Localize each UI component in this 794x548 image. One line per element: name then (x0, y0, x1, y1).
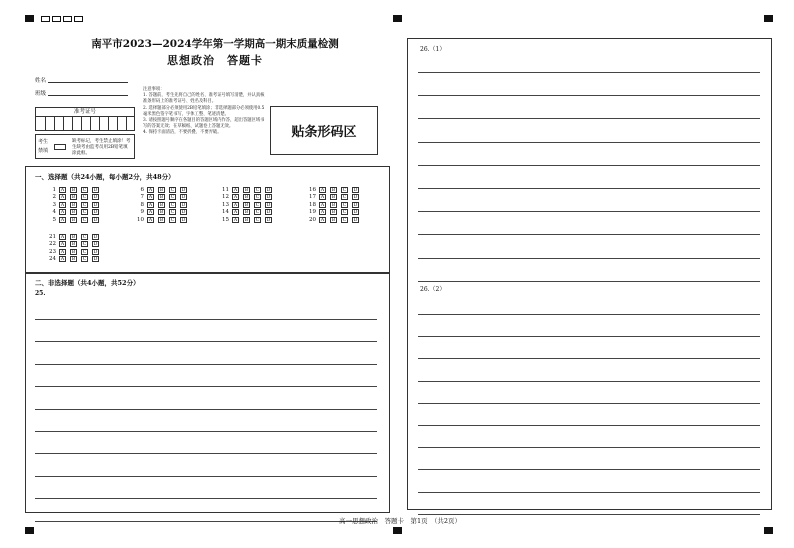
mc-question-10 (136, 216, 191, 223)
mc-option-a[interactable]: A (60, 242, 65, 247)
barcode-area: 贴条形码区 (270, 106, 378, 155)
position-mark-bottom-left (25, 527, 34, 534)
exam-number-label: 准考证号 (36, 108, 134, 117)
mc-option-d[interactable]: D (181, 195, 186, 200)
answer-line-26-2[interactable] (418, 336, 760, 337)
mc-option-a[interactable]: A (148, 195, 153, 200)
mc-option-c[interactable]: C (255, 210, 260, 215)
mc-option-c[interactable]: C (82, 234, 87, 240)
mc-option-b[interactable]: B (244, 217, 249, 223)
answer-line-26-1[interactable] (418, 188, 760, 189)
mc-option-d[interactable]: D (353, 210, 358, 215)
mc-option-b[interactable]: B (331, 195, 336, 200)
instruction-item: 4. 保持卡面清洁，不要折叠、不要弄破。 (143, 130, 222, 136)
answer-line-25[interactable] (35, 431, 377, 432)
mc-question-20 (308, 216, 363, 223)
mc-option-d[interactable]: D (93, 210, 98, 215)
mc-question-1 (48, 186, 103, 193)
mc-option-c[interactable]: C (170, 187, 175, 193)
mc-option-b[interactable]: B (71, 257, 76, 262)
mc-option-a[interactable]: A (60, 234, 65, 240)
mc-question-9 (136, 209, 191, 216)
answer-line-26-1[interactable] (418, 281, 760, 282)
answer-line-26-2[interactable] (418, 403, 760, 404)
mc-option-c[interactable]: C (82, 210, 87, 215)
mc-option-b[interactable]: B (331, 202, 336, 208)
name-field[interactable] (48, 82, 128, 83)
mc-question-24 (48, 256, 103, 263)
mc-option-b[interactable]: B (71, 210, 76, 215)
mc-option-a[interactable]: A (233, 195, 238, 200)
mc-option-a[interactable]: A (233, 210, 238, 215)
mc-question-12 (221, 194, 276, 201)
mc-option-c[interactable]: C (82, 217, 87, 223)
mc-option-c[interactable]: C (255, 202, 260, 208)
question-26-2-label: 26.（2） (420, 286, 446, 293)
section2-title: 二、非选择题（共4小题，共52分） (35, 279, 140, 287)
answer-line-25[interactable] (35, 319, 377, 320)
mc-question-number: 2 (52, 194, 56, 200)
mc-option-c[interactable]: C (342, 202, 347, 208)
mc-option-a[interactable]: A (320, 195, 325, 200)
mc-question-3 (48, 201, 103, 208)
mc-option-d[interactable]: D (181, 187, 186, 193)
section1-title: 一、选择题（共24小题，每小题2分，共48分） (35, 173, 175, 181)
mc-question-number: 8 (140, 201, 144, 208)
mc-question-21 (48, 233, 103, 240)
mc-option-c[interactable]: C (255, 187, 260, 193)
mc-option-d[interactable]: D (181, 210, 186, 215)
mc-question-number: 5 (52, 216, 56, 223)
mc-option-d[interactable]: D (93, 195, 98, 200)
mc-option-a[interactable]: A (60, 257, 65, 262)
mc-question-number: 15 (222, 216, 229, 223)
mc-option-b[interactable]: B (71, 202, 76, 208)
mc-option-a[interactable]: A (233, 187, 238, 193)
mc-question-6 (136, 186, 191, 193)
mc-question-14 (221, 209, 276, 216)
mc-option-d[interactable]: D (266, 195, 271, 200)
instructions (143, 87, 265, 137)
answer-line-26-1[interactable] (418, 165, 760, 166)
mc-question-number: 20 (309, 216, 316, 223)
mc-option-b[interactable]: B (71, 249, 76, 255)
mc-option-b[interactable]: B (159, 202, 164, 208)
exam-subtitle: 思想政治 答题卡 (167, 54, 263, 67)
mc-question-23 (48, 248, 103, 255)
answer-line-25[interactable] (35, 386, 377, 387)
position-mark-bottom-right (764, 527, 773, 534)
mc-option-a[interactable]: A (320, 217, 325, 223)
position-mark-top-left (25, 15, 34, 22)
mc-option-a[interactable]: A (60, 217, 65, 223)
mc-option-c[interactable]: C (82, 187, 87, 193)
mc-option-b[interactable]: B (71, 195, 76, 200)
absent-checkbox[interactable] (54, 144, 66, 150)
mc-option-d[interactable]: D (93, 202, 98, 208)
mc-option-d[interactable]: D (353, 187, 358, 193)
page-indicator-box (63, 16, 72, 22)
mc-option-b[interactable]: B (331, 187, 336, 193)
mc-question-number: 24 (49, 256, 56, 262)
free-response-section (25, 273, 390, 513)
mc-option-b[interactable]: B (244, 187, 249, 193)
mc-option-d[interactable]: D (93, 217, 98, 223)
mc-question-4 (48, 209, 103, 216)
mc-option-d[interactable]: D (266, 217, 271, 223)
mc-option-c[interactable]: C (82, 257, 87, 262)
forbidden-label: 考生禁填 (38, 139, 49, 154)
answer-line-26-2[interactable] (418, 425, 760, 426)
absent-mark-box (35, 134, 135, 159)
page-indicator-box (41, 16, 50, 22)
mc-option-b[interactable]: B (71, 234, 76, 240)
mc-option-d[interactable]: D (93, 187, 98, 193)
mc-option-b[interactable]: B (159, 217, 164, 223)
mc-option-a[interactable]: A (233, 202, 238, 208)
mc-option-b[interactable]: B (244, 210, 249, 215)
mc-question-8 (136, 201, 191, 208)
mc-option-c[interactable]: C (342, 210, 347, 215)
answer-line-25[interactable] (35, 498, 377, 499)
mc-question-number: 1 (52, 186, 56, 193)
name-label: 姓名 (35, 78, 47, 84)
mc-option-a[interactable]: A (60, 210, 65, 215)
mc-question-number: 13 (222, 201, 229, 208)
mc-question-16 (308, 186, 363, 193)
mc-question-number: 7 (140, 194, 144, 200)
mc-option-c[interactable]: C (255, 195, 260, 200)
mc-question-number: 9 (140, 209, 144, 215)
answer-line-26-2[interactable] (418, 381, 760, 382)
position-mark-top-center (393, 15, 402, 22)
mc-option-d[interactable]: D (93, 234, 98, 240)
answer-line-26-2[interactable] (418, 492, 760, 493)
exam-number-grid[interactable] (35, 107, 135, 131)
mc-option-b[interactable]: B (159, 187, 164, 193)
mc-option-c[interactable]: C (170, 202, 175, 208)
answer-line-26-1[interactable] (418, 211, 760, 212)
mc-option-b[interactable]: B (244, 195, 249, 200)
mc-option-c[interactable]: C (342, 187, 347, 193)
mc-question-number: 14 (222, 209, 229, 215)
mc-option-a[interactable]: A (148, 202, 153, 208)
mc-question-number: 3 (52, 201, 56, 208)
answer-line-26-1[interactable] (418, 142, 760, 143)
mc-option-a[interactable]: A (60, 249, 65, 255)
answer-line-25[interactable] (35, 409, 377, 410)
position-mark-top-right (764, 15, 773, 22)
mc-option-d[interactable]: D (266, 187, 271, 193)
mc-question-number: 17 (309, 194, 316, 200)
mc-option-d[interactable]: D (353, 195, 358, 200)
mc-question-11 (221, 186, 276, 193)
forbidden-note: 缺考标记，考生禁止填涂！考生缺考由监考员用2B铅笔填涂此框。 (72, 139, 131, 156)
question-25-label: 25. (35, 290, 46, 297)
mc-option-a[interactable]: A (60, 195, 65, 200)
mc-option-d[interactable]: D (93, 242, 98, 247)
mc-option-d[interactable]: D (353, 217, 358, 223)
question-26-1-label: 26.（1） (420, 46, 446, 53)
mc-question-13 (221, 201, 276, 208)
answer-line-26-1[interactable] (418, 95, 760, 96)
page-indicator-box (74, 16, 83, 22)
page-indicator-box (52, 16, 61, 22)
mc-option-d[interactable]: D (181, 202, 186, 208)
mc-option-c[interactable]: C (342, 217, 347, 223)
answer-line-26-2[interactable] (418, 514, 760, 515)
answer-panel-26 (407, 38, 772, 510)
mc-question-5 (48, 216, 103, 223)
instructions-heading: 注意事项： (143, 87, 165, 92)
mc-option-a[interactable]: A (148, 217, 153, 223)
mc-question-19 (308, 209, 363, 216)
page-footer: 高一思想政治 答题卡 第1页 （共2页） (338, 517, 462, 525)
answer-line-26-1[interactable] (418, 234, 760, 235)
exam-title: 南平市2023—2024学年第一学期高一期末质量检测 (91, 38, 339, 50)
answer-line-25[interactable] (35, 453, 377, 454)
answer-line-26-2[interactable] (418, 358, 760, 359)
mc-option-d[interactable]: D (93, 249, 98, 255)
answer-line-26-2[interactable] (418, 447, 760, 448)
mc-option-b[interactable]: B (159, 210, 164, 215)
class-label: 班级 (35, 91, 47, 97)
mc-option-c[interactable]: C (170, 195, 175, 200)
instruction-item: 3. 请按照题号顺序在各题目的答题区域内作答，超出答题区域书写的答案无效；在草稿纸、试题卷上答题无效。 (143, 118, 265, 130)
instruction-item: 2. 选择题部分必须使用2B铅笔填涂；非选择题部分必须使用0.5毫米黑色签字笔书写，字体工整、笔迹清楚。 (143, 105, 265, 117)
mc-option-b[interactable]: B (159, 195, 164, 200)
mc-option-c[interactable]: C (82, 242, 87, 247)
answer-line-25[interactable] (35, 341, 377, 342)
mc-question-number: 4 (52, 209, 56, 215)
answer-line-25[interactable] (35, 476, 377, 477)
mc-option-a[interactable]: A (320, 210, 325, 215)
mc-option-d[interactable]: D (181, 217, 186, 223)
mc-option-a[interactable]: A (320, 187, 325, 193)
mc-option-c[interactable]: C (170, 217, 175, 223)
mc-option-a[interactable]: A (233, 217, 238, 223)
mc-option-b[interactable]: B (71, 187, 76, 193)
mc-option-a[interactable]: A (320, 202, 325, 208)
mc-option-d[interactable]: D (93, 257, 98, 262)
mc-option-b[interactable]: B (71, 242, 76, 247)
mc-question-number: 12 (222, 194, 229, 200)
mc-question-number: 22 (49, 241, 56, 247)
answer-line-25[interactable] (35, 364, 377, 365)
answer-line-26-2[interactable] (418, 314, 760, 315)
mc-option-d[interactable]: D (353, 202, 358, 208)
mc-question-number: 18 (309, 201, 316, 208)
mc-question-17 (308, 194, 363, 201)
mc-question-number: 11 (222, 186, 229, 193)
mc-option-b[interactable]: B (244, 202, 249, 208)
mc-question-18 (308, 201, 363, 208)
answer-line-26-1[interactable] (418, 258, 760, 259)
mc-option-c[interactable]: C (342, 195, 347, 200)
mc-option-a[interactable]: A (60, 202, 65, 208)
answer-line-26-2[interactable] (418, 469, 760, 470)
mc-option-b[interactable]: B (331, 217, 336, 223)
mc-option-a[interactable]: A (60, 187, 65, 193)
mc-question-number: 16 (309, 186, 316, 193)
mc-option-a[interactable]: A (148, 187, 153, 193)
mc-option-c[interactable]: C (255, 217, 260, 223)
mc-option-b[interactable]: B (71, 217, 76, 223)
mc-question-number: 23 (49, 248, 56, 255)
mc-question-number: 6 (140, 186, 144, 193)
mc-option-c[interactable]: C (82, 202, 87, 208)
mc-option-d[interactable]: D (266, 202, 271, 208)
answer-line-26-1[interactable] (418, 118, 760, 119)
mc-option-c[interactable]: C (82, 249, 87, 255)
answer-line-26-1[interactable] (418, 72, 760, 73)
mc-question-number: 10 (137, 216, 144, 223)
student-info-block (35, 74, 135, 174)
mc-question-22 (48, 241, 103, 248)
mc-question-number: 21 (49, 233, 56, 240)
mc-question-number: 19 (309, 209, 316, 215)
mc-question-7 (136, 194, 191, 201)
mc-option-c[interactable]: C (82, 195, 87, 200)
class-field[interactable] (48, 95, 128, 96)
mc-question-15 (221, 216, 276, 223)
mc-question-2 (48, 194, 103, 201)
instruction-item: 1. 答题前，考生先将自己的姓名、准考证号填写清楚，并认真核准条形码上的准考证号、姓名及科目。 (143, 93, 265, 105)
mc-option-c[interactable]: C (170, 210, 175, 215)
mc-option-a[interactable]: A (148, 210, 153, 215)
position-mark-bottom-center (393, 527, 402, 534)
mc-option-d[interactable]: D (266, 210, 271, 215)
mc-option-b[interactable]: B (331, 210, 336, 215)
